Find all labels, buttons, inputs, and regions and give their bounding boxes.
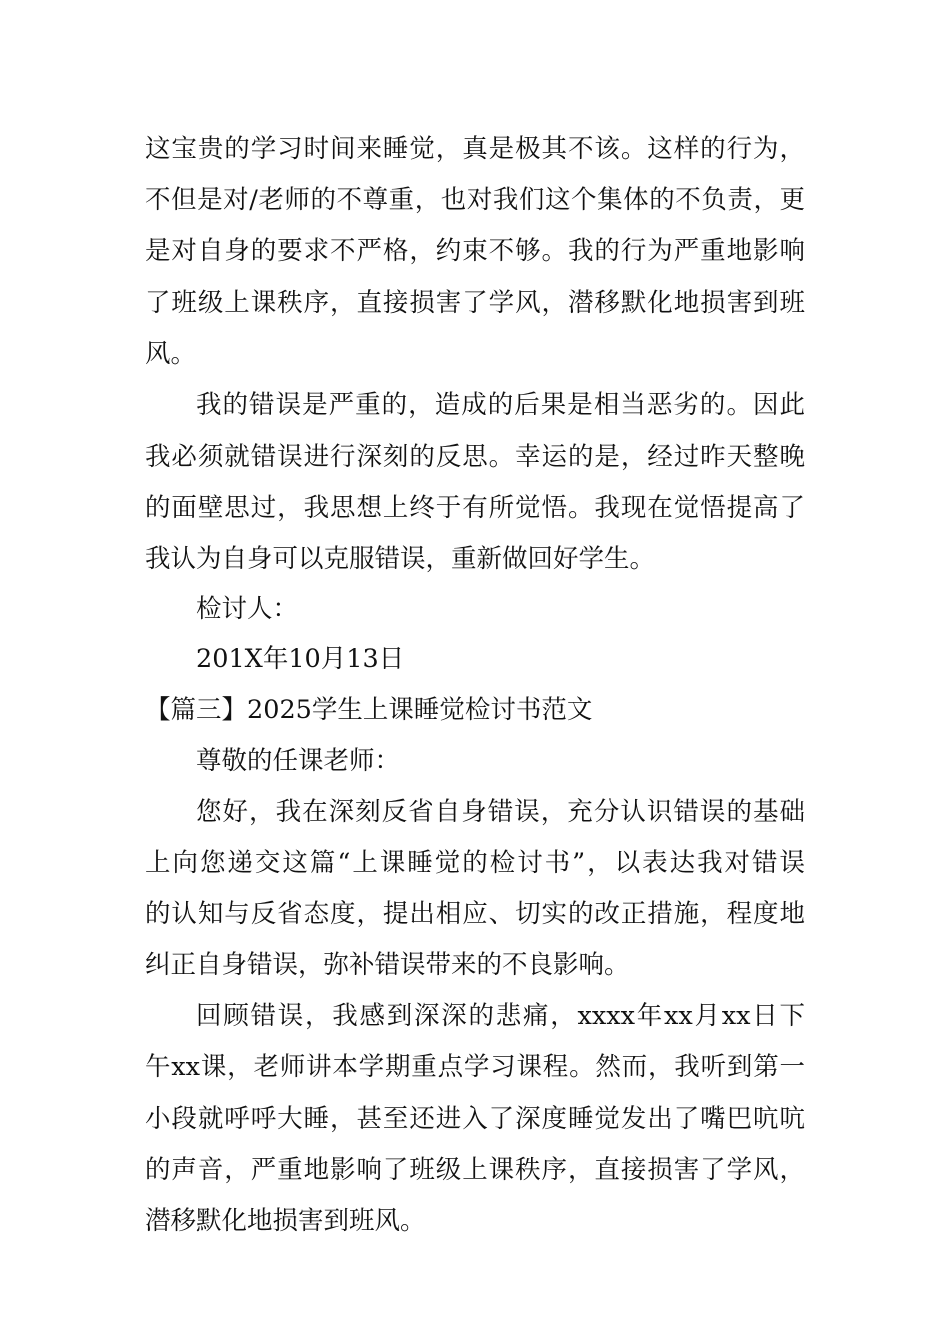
paragraph-line: 的面壁思过，我思想上终于有所觉悟。我现在觉悟提高了 [145,493,805,523]
paragraph-line: 我必须就错误进行深刻的反思。幸运的是，经过昨天整晚 [145,442,805,472]
paragraph-line: 您好，我在深刻反省自身错误，充分认识错误的基础 [196,797,805,827]
paragraph-line: 风。 [145,339,197,369]
paragraph-line: 午xx课，老师讲本学期重点学习课程。然而，我听到第一 [145,1052,805,1082]
paragraph-line: 这宝贵的学习时间来睡觉，真是极其不该。这样的行为， [145,134,805,164]
salutation: 尊敬的任课老师： [196,746,401,776]
paragraph-line: 上向您递交这篇“上课睡觉的检讨书”，以表达我对错误 [145,848,805,878]
paragraph-line: 小段就呼呼大睡，甚至还进入了深度睡觉发出了嘴巴吭吭 [145,1104,805,1134]
signature-label: 检讨人： [196,594,299,624]
paragraph-line: 的认知与反省态度，提出相应、切实的改正措施，程度地 [145,899,805,929]
paragraph-line: 纠正自身错误，弥补错误带来的不良影响。 [145,950,630,980]
date-line: 201X年10月13日 [196,644,405,674]
paragraph-line: 了班级上课秩序，直接损害了学风，潜移默化地损害到班 [145,288,805,318]
paragraph-line: 我的错误是严重的，造成的后果是相当恶劣的。因此 [196,390,805,420]
paragraph-line: 是对自身的要求不严格，约束不够。我的行为严重地影响 [145,236,805,266]
paragraph-line: 的声音，严重地影响了班级上课秩序，直接损害了学风， [145,1155,805,1185]
paragraph-line: 潜移默化地损害到班风。 [145,1206,426,1236]
paragraph-line: 我认为自身可以克服错误，重新做回好学生。 [145,544,656,574]
paragraph-line: 回顾错误，我感到深深的悲痛，xxxx年xx月xx日下 [196,1001,805,1031]
section-heading: 【篇三】2025学生上课睡觉检讨书范文 [145,695,593,725]
paragraph-line: 不但是对/老师的不尊重，也对我们这个集体的不负责，更 [145,185,805,215]
